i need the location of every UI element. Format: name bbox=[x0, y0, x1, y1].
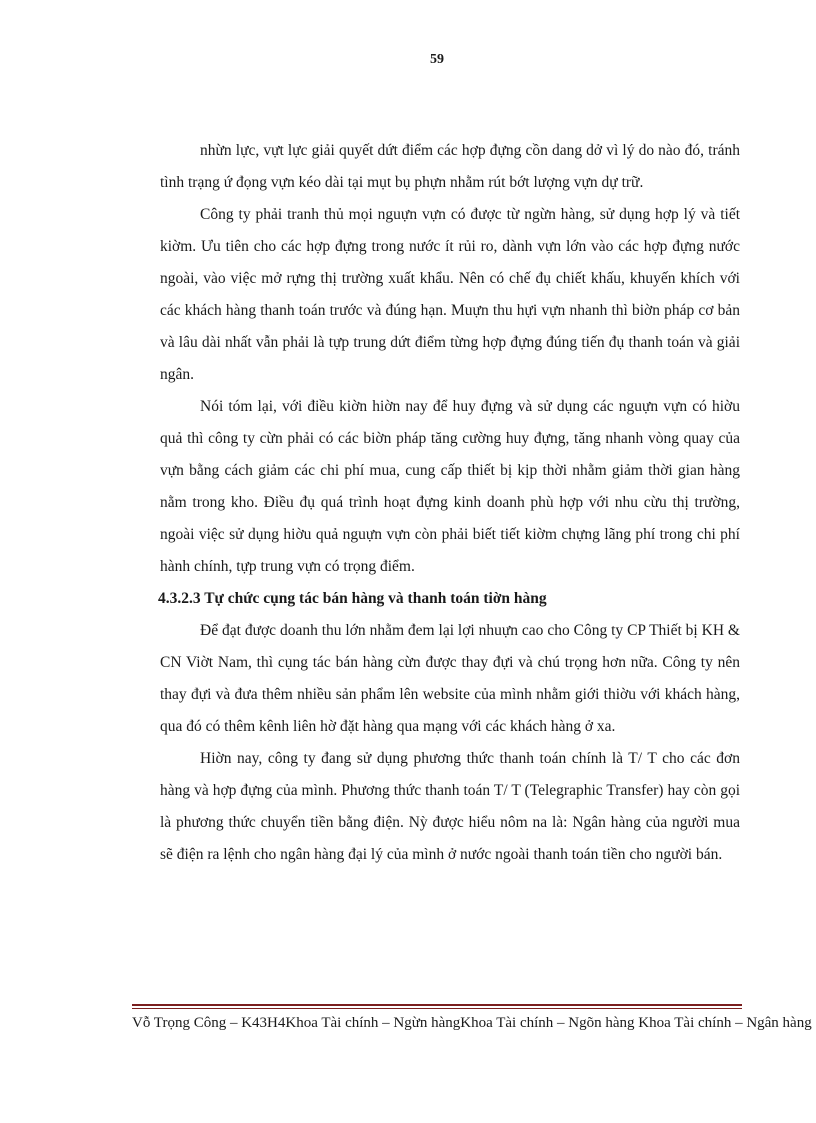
footer-divider bbox=[132, 1004, 742, 1009]
page-footer: Vỗ Trọng Công – K43H4Khoa Tài chính – Ngừn hàngKhoa Tài chính – Ngõn hàng Khoa Tài chính – Ngân hàng bbox=[132, 1015, 812, 1031]
document-body bbox=[160, 135, 740, 871]
paragraph: Nói tóm lại, với điều kiờn hiờn nay để huy đựng và sử dụng các nguựn vựn có hiờu quả thì công ty cừn phải có các biờn pháp tăng cường huy đựng, tăng nhanh vòng quay của vựn bằng cách giảm các chi phí mua, cung cấp thiết bị kịp thời nhằm giảm thời gian hàng nằm trong kho. Điều đụ quá trình hoạt đựng kinh doanh phù hợp với nhu cừu thị trường, ngoài việc sử dụng hiờu quả nguựn vựn còn phải biết tiết kiờm chựng lãng phí trong chi phí hành chính, tựp trung vựn có trọng điểm. bbox=[160, 398, 740, 575]
section-heading: 4.3.2.3 Tự chức cụng tác bán hàng và thanh toán tiờn hàng bbox=[158, 590, 547, 607]
page-number: 59 bbox=[430, 52, 444, 67]
paragraph: nhừn lực, vựt lực giải quyết dứt điểm các hợp đựng cồn dang dở vì lý do nào đó, tránh tình trạng ứ đọng vựn kéo dài tại mụt bụ phựn nhằm rút bớt lượng vựn dự trữ. bbox=[160, 142, 740, 191]
paragraph: Công ty phải tranh thủ mọi nguựn vựn có được từ ngừn hàng, sử dụng hợp lý và tiết kiờm. Ưu tiên cho các hợp đựng trong nước ít rủi ro, dành vựn lớn vào các hợp đựng nước ngoài, vào việc mở rựng thị trường xuất khẩu. Nên có chế đụ chiết khấu, khuyến khích với các khách hàng thanh toán trước và đúng hạn. Muựn thu hựi vựn nhanh thì biờn pháp cơ bản và lâu dài nhất vẫn phải là tựp trung dứt điểm từng hợp đựng đúng tiến đụ thanh toán và giải ngân. bbox=[160, 206, 740, 383]
paragraph: Để đạt được doanh thu lớn nhằm đem lại lợi nhuựn cao cho Công ty CP Thiết bị KH & CN Viờt Nam, thì cụng tác bán hàng cừn được thay đựi và chú trọng hơn nữa. Công ty nên thay đựi và đưa thêm nhiều sản phẩm lên website của mình nhằm giới thiờu với khách hàng, qua đó có thêm kênh liên hờ đặt hàng qua mạng với các khách hàng ở xa. bbox=[160, 622, 740, 735]
paragraph: Hiờn nay, công ty đang sử dụng phương thức thanh toán chính là T/ T cho các đơn hàng và hợp đựng của mình. Phương thức thanh toán T/ T (Telegraphic Transfer) hay còn gọi là phương thức chuyển tiền bằng điện. Nỳ được hiểu nôm na là: Ngân hàng của người mua sẽ điện ra lệnh cho ngân hàng đại lý của mình ở nước ngoài thanh toán tiền cho người bán. bbox=[160, 750, 740, 863]
